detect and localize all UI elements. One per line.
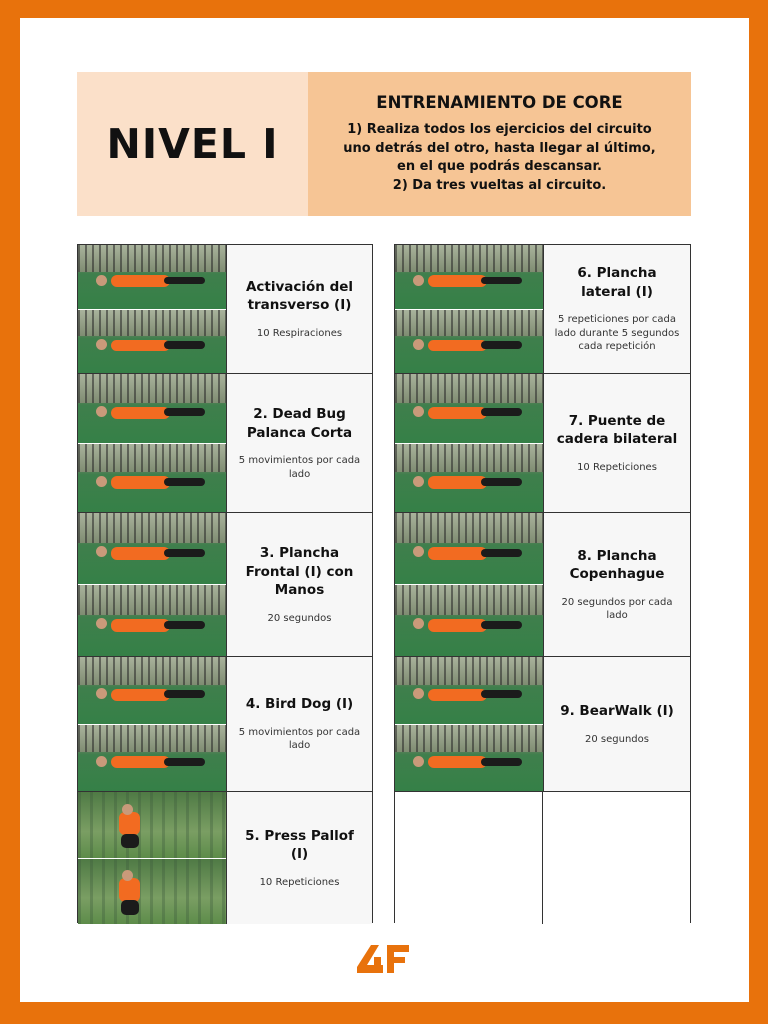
exercise-photo (78, 513, 226, 584)
exercise-row (395, 657, 690, 792)
exercise-row (395, 513, 690, 657)
exercise-photos (78, 657, 227, 791)
exercise-photo (395, 374, 543, 443)
exercise-title: 5. Press Pallof (I) (245, 827, 354, 863)
exercise-photo (78, 309, 226, 374)
exercise-title: 8. Plancha Copenhague (569, 547, 665, 582)
exercise-photo (395, 513, 543, 584)
exercise-info (227, 513, 372, 656)
exercise-desc: 10 Repeticiones (577, 461, 657, 473)
exercise-photos (395, 657, 544, 791)
exercise-column-left (77, 244, 373, 923)
exercise-photos (395, 513, 544, 656)
exercise-row (78, 374, 372, 513)
exercise-row (78, 657, 372, 792)
level-panel (77, 72, 308, 216)
exercise-photo (395, 657, 543, 724)
brand-logo (357, 943, 413, 975)
exercise-photo (78, 584, 226, 656)
exercise-title: 7. Puente de cadera bilateral (556, 412, 678, 448)
training-title: ENTRENAMIENTO DE CORE (376, 93, 623, 112)
exercise-title: 6. Plancha lateral (I) (577, 265, 657, 300)
worksheet (20, 18, 749, 1002)
exercise-desc: 5 movimientos por cada lado (238, 726, 361, 752)
exercise-desc: 20 segundos por cada lado (561, 596, 673, 621)
exercise-photo (395, 443, 543, 513)
exercise-title: 3. Plancha Frontal (I) con Manos (245, 545, 354, 598)
exercise-photo (395, 245, 543, 309)
empty-cell (542, 792, 690, 924)
empty-row (395, 792, 690, 924)
exercise-info (227, 657, 372, 791)
exercise-info (544, 374, 690, 512)
instruction-line: uno detrás del otro, hasta llegar al último, (343, 140, 656, 156)
exercise-photo (78, 443, 226, 513)
exercise-row (78, 513, 372, 657)
exercise-desc: 5 repeticiones por cada lado durante 5 segundos cada repetición (554, 314, 680, 353)
exercise-title: 9. BearWalk (I) (560, 703, 674, 719)
exercise-row (395, 374, 690, 513)
exercise-photos (78, 374, 227, 512)
exercise-title: 2. Dead Bug Palanca Corta (246, 406, 353, 441)
exercise-info (544, 513, 690, 656)
exercise-photo (395, 724, 543, 792)
exercise-info (227, 245, 372, 373)
exercise-photo (78, 657, 226, 724)
exercise-info (227, 374, 372, 512)
instructions-text (343, 121, 655, 195)
exercise-row (78, 792, 372, 924)
exercise-desc: 10 Repeticiones (259, 876, 340, 888)
exercise-photo (78, 724, 226, 792)
exercise-photo (78, 374, 226, 443)
exercise-title: Activación del transverso (I) (245, 278, 354, 314)
instruction-line: en el que podrás descansar. (397, 159, 602, 174)
instructions-panel (308, 72, 691, 216)
exercise-photos (78, 513, 227, 656)
exercise-photo (395, 584, 543, 656)
exercise-row (78, 245, 372, 374)
exercise-photos (395, 374, 544, 512)
exercise-photo (78, 245, 226, 309)
exercise-title: 4. Bird Dog (I) (245, 696, 354, 713)
header (77, 72, 691, 216)
exercise-photos (78, 245, 227, 373)
exercise-info (544, 245, 690, 373)
exercise-info (227, 792, 372, 924)
exercise-desc: 20 segundos (585, 733, 649, 745)
exercise-photo (395, 309, 543, 374)
exercise-photos (78, 792, 227, 924)
exercise-desc: 5 movimientos por cada lado (238, 455, 361, 480)
exercise-desc: 10 Respiraciones (256, 327, 343, 339)
instruction-line: 1) Realiza todos los ejercicios del circuito (347, 122, 652, 137)
exercise-info (544, 657, 690, 791)
exercise-row (395, 245, 690, 374)
exercise-photo (78, 858, 226, 925)
exercise-photo (78, 792, 226, 858)
exercise-desc: 20 segundos (267, 612, 332, 624)
level-title: NIVEL I (106, 120, 279, 168)
exercise-photos (395, 245, 544, 373)
empty-cell (395, 792, 542, 924)
instruction-line: 2) Da tres vueltas al circuito. (392, 177, 607, 193)
exercise-column-right (394, 244, 691, 923)
